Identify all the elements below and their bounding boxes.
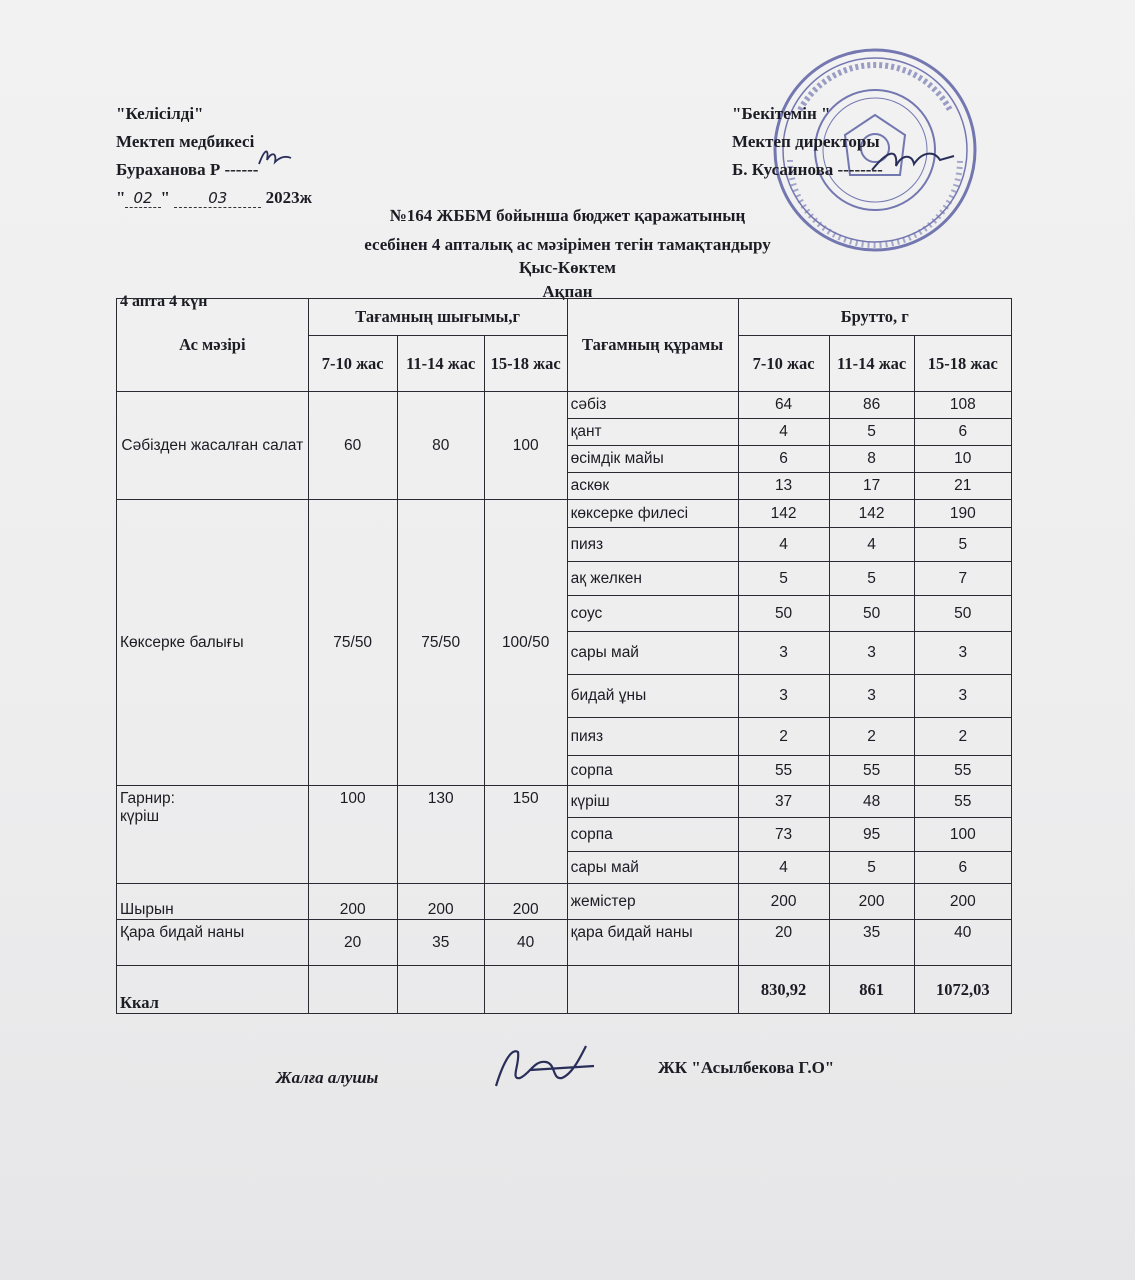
header-brutto-age-11-14: 11-14 жас — [829, 336, 914, 392]
ingredient-name: пияз — [567, 528, 738, 562]
table-row: өсімдік майы 6 8 10 — [117, 446, 1012, 473]
kcal-label: Ккал — [117, 966, 309, 1014]
header-output: Тағамның шығымы,г — [308, 299, 567, 336]
document-title-line-1: №164 ЖББМ бойынша бюджет қаражатының — [389, 206, 746, 225]
dish-name: Сәбізден жасалған салат — [117, 392, 309, 500]
table-row: Қара бидай наны 20 35 40 қара бидай наны 20 35 40 — [117, 920, 1012, 966]
header-brutto: Брутто, г — [738, 299, 1012, 336]
director-line — [732, 156, 883, 184]
ingredient-name: жемістер — [567, 884, 738, 920]
table-row: сорпа 55 55 55 — [117, 756, 1012, 786]
table-row: сорпа 73 95 100 — [117, 818, 1012, 852]
agreed-label: "Келісілді" — [116, 104, 204, 123]
nurse-signature — [255, 146, 295, 170]
document-title-line-2: есебінен 4 апталық ас мәзірімен тегін тамақтандыру — [364, 235, 771, 254]
ingredient-name: соус — [567, 596, 738, 632]
ingredient-name: қант — [567, 419, 738, 446]
nurse-name: Бураханова Р — [116, 160, 225, 179]
nurse-signature-dash: ------ — [224, 160, 259, 179]
kcal-7-10: 830,92 — [738, 966, 829, 1014]
agreement-date: " 02 " 03 2023ж — [116, 188, 312, 207]
dish-name: Шырын — [117, 884, 309, 920]
table-row: бидай ұны 3 3 3 — [117, 675, 1012, 718]
dish-name: Көксерке балығы — [117, 500, 309, 786]
director-role: Мектеп директоры — [732, 132, 880, 151]
header-output-age-11-14: 11-14 жас — [397, 336, 484, 392]
dish-name: Гарнир: күріш — [117, 786, 309, 884]
header-menu: Ас мәзірі — [117, 299, 309, 392]
ingredient-name: сорпа — [567, 756, 738, 786]
ingredient-name: аскөк — [567, 473, 738, 500]
ingredient-name: бидай ұны — [567, 675, 738, 718]
table-row: ақ желкен 5 5 7 — [117, 562, 1012, 596]
ingredient-name: күріш — [567, 786, 738, 818]
date-day-handwritten: 02 — [125, 189, 160, 208]
approval-block — [732, 100, 883, 184]
director-name: Б. Кусаинова — [732, 160, 834, 179]
header-brutto-age-15-18: 15-18 жас — [914, 336, 1011, 392]
table-row: Гарнир: күріш 100 130 150 күріш 37 48 55 — [117, 786, 1012, 818]
kcal-11-14: 861 — [829, 966, 914, 1014]
table-row: Шырын 200 200 200 жемістер 200 200 200 — [117, 884, 1012, 920]
table-row: сары май 3 3 3 — [117, 632, 1012, 675]
header-brutto-age-7-10: 7-10 жас — [738, 336, 829, 392]
table-row: соус 50 50 50 — [117, 596, 1012, 632]
header-composition: Тағамның құрамы — [567, 299, 738, 392]
season-label: Қыс-Көктем — [519, 258, 616, 277]
header-output-age-7-10: 7-10 жас — [308, 336, 397, 392]
ingredient-name: ақ желкен — [567, 562, 738, 596]
table-row: Көксерке балығы 75/50 75/50 100/50 көксерке филесі 142 142 190 — [117, 500, 1012, 528]
ingredient-name: өсімдік майы — [567, 446, 738, 473]
ingredient-name: сары май — [567, 632, 738, 675]
table-row: пияз 4 4 5 — [117, 528, 1012, 562]
kcal-row — [117, 966, 1012, 1014]
date-month-handwritten: 03 — [174, 189, 261, 208]
header-output-age-15-18: 15-18 жас — [484, 336, 567, 392]
approved-label: "Бекітемін " — [732, 104, 831, 123]
recipient-label: Жалға алушы — [276, 1068, 379, 1087]
director-signature-dash: -------- — [833, 160, 883, 179]
table-row: аскөк 13 17 21 — [117, 473, 1012, 500]
director-signature — [868, 140, 958, 180]
nurse-role: Мектеп медбикесі — [116, 132, 255, 151]
table-row: Сәбізден жасалған салат 60 80 100 сәбіз 64 86 108 — [117, 392, 1012, 419]
ingredient-name: көксерке филесі — [567, 500, 738, 528]
table-row: қант 4 5 6 — [117, 419, 1012, 446]
ingredient-name: сары май — [567, 852, 738, 884]
ingredient-name: сәбіз — [567, 392, 738, 419]
table-row: пияз 2 2 2 — [117, 718, 1012, 756]
ingredient-name: пияз — [567, 718, 738, 756]
ingredient-name: қара бидай наны — [567, 920, 738, 966]
ingredient-name: сорпа — [567, 818, 738, 852]
dish-name: Қара бидай наны — [117, 920, 309, 966]
recipient-signature — [490, 1040, 600, 1098]
month-label: Ақпан — [542, 282, 593, 301]
table-row: сары май 4 5 6 — [117, 852, 1012, 884]
menu-table — [116, 298, 1012, 1014]
week-day-label: 4 апта 4 күн — [120, 293, 208, 310]
company-name: ЖК "Асылбекова Г.О" — [658, 1058, 835, 1077]
kcal-15-18: 1072,03 — [914, 966, 1011, 1014]
